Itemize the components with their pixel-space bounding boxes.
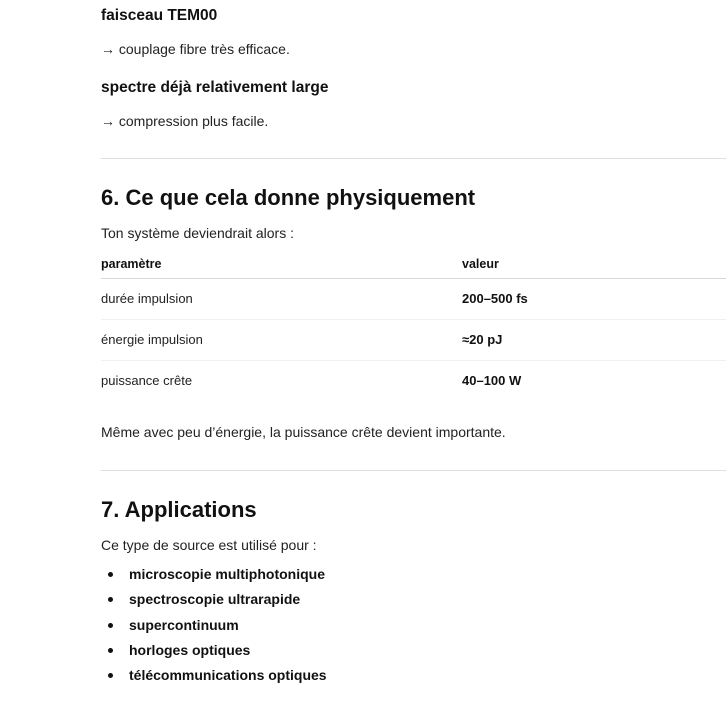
table-cell-parameter: puissance crête — [101, 373, 193, 388]
spectre-consequence: → compression plus facile. — [101, 113, 269, 129]
section-divider — [101, 158, 726, 159]
section-7-intro: Ce type de source est utilisé pour : — [101, 537, 317, 553]
list-item — [101, 638, 327, 663]
list-item-label: télécommunications optiques — [129, 667, 327, 684]
bullet-icon — [108, 623, 113, 628]
list-item — [101, 562, 327, 587]
section-7-title: 7. Applications — [101, 497, 257, 522]
table-cell-value: 40–100 W — [462, 373, 522, 388]
table-header-row — [101, 250, 726, 279]
list-item-label: horloges optiques — [129, 641, 251, 658]
bullet-icon — [108, 572, 113, 577]
list-item-label: spectroscopie ultrarapide — [129, 591, 301, 608]
list-item-label: microscopie multiphotonique — [129, 566, 326, 582]
list-item-label: supercontinuum — [129, 616, 239, 633]
subheading-tem00: faisceau TEM00 — [101, 7, 218, 24]
section-6-conclusion: Même avec peu d’énergie, la puissance crête devient importante. — [101, 424, 506, 440]
bullet-icon — [108, 673, 113, 678]
table-cell-value: ≈20 pJ — [462, 332, 503, 347]
applications-list — [101, 562, 327, 688]
list-item — [101, 587, 327, 612]
tem00-consequence: → couplage fibre très efficace. — [101, 41, 290, 57]
table-row — [101, 279, 726, 320]
table-cell-parameter: énergie impulsion — [101, 332, 203, 347]
section-divider — [101, 470, 726, 471]
parameters-table — [101, 250, 726, 401]
bullet-icon — [108, 648, 113, 653]
table-header-valeur: valeur — [462, 257, 499, 271]
bullet-icon — [108, 597, 113, 602]
section-6-title: 6. Ce que cela donne physiquement — [101, 185, 476, 210]
list-item — [101, 613, 327, 638]
table-cell-parameter: durée impulsion — [101, 291, 193, 306]
section-6-intro: Ton système deviendrait alors : — [101, 225, 294, 241]
subheading-spectre: spectre déjà relativement large — [101, 79, 329, 96]
list-item — [101, 663, 327, 688]
table-row — [101, 320, 726, 361]
table-row — [101, 361, 726, 401]
table-cell-value: 200–500 fs — [462, 291, 528, 306]
table-header-parametre: paramètre — [101, 257, 162, 271]
